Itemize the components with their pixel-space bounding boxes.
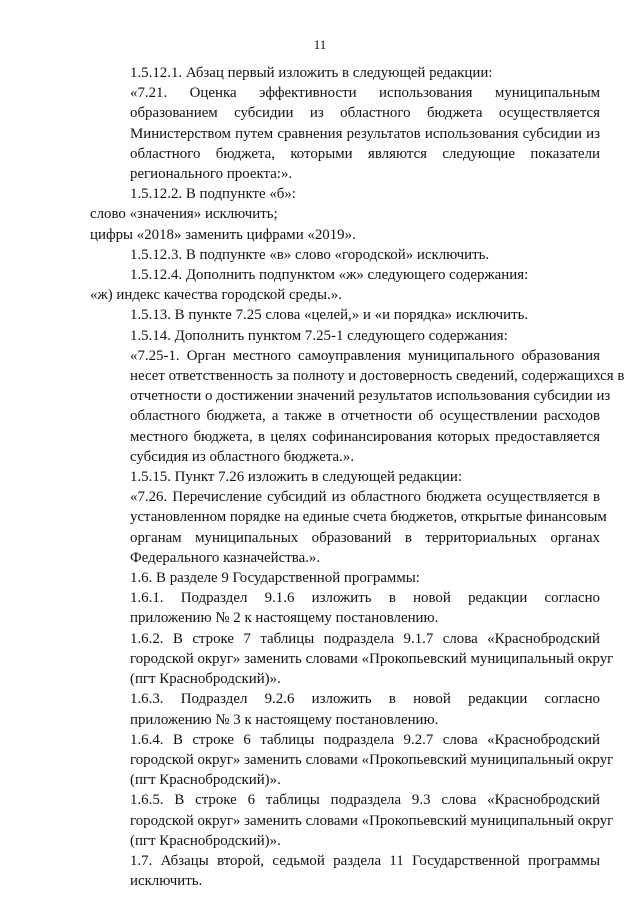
text-line: (пгт Краснобродский)».	[130, 671, 281, 688]
text-line: городской округ» заменить словами «Прокопьевский муниципальный округ	[130, 751, 614, 768]
text-line: «7.25-1. Орган местного самоуправления муниципального образования	[130, 347, 600, 364]
text-line: городской округ» заменить словами «Прокопьевский муниципальный округ	[130, 650, 614, 667]
text-line: приложению № 2 к настоящему постановлению.	[130, 610, 439, 627]
text-line: «7.21. Оценка эффективности использования муниципальным	[130, 85, 600, 102]
text-line: 1.6.2. В строке 7 таблицы подраздела 9.1.7 слова «Краснобродский	[130, 630, 600, 647]
paragraph-p-1-6-1	[90, 588, 600, 628]
paragraph-p-1-5-12-2: 1.5.12.2. В подпункте «б»:	[130, 186, 296, 203]
text-line: городской округ» заменить словами «Прокопьевский муниципальный округ	[130, 812, 614, 829]
paragraph-p-1-6-2	[90, 629, 614, 690]
document-body	[90, 63, 625, 891]
text-line: регионального проекта:».	[130, 166, 293, 183]
text-line: 1.7. Абзацы второй, седьмой раздела 11 Государственной программы	[130, 852, 600, 869]
text-line: органам муниципальных образований в территориальных органах	[130, 529, 600, 546]
text-line: исключить.	[130, 873, 203, 890]
paragraph-p-1-6: 1.6. В разделе 9 Государственной программы:	[130, 570, 420, 587]
paragraph-p-zh: «ж) индекс качества городской среды.».	[90, 287, 342, 304]
text-line: (пгт Краснобродский)».	[130, 772, 281, 789]
paragraph-p-7-25-1	[90, 346, 625, 467]
text-line: 1.6.1. Подраздел 9.1.6 изложить в новой редакции согласно	[130, 590, 600, 607]
paragraph-p-znacheniya: слово «значения» исключить;	[90, 206, 278, 223]
paragraph-p-1-5-12-3: 1.5.12.3. В подпункте «в» слово «городской» исключить.	[130, 246, 490, 263]
paragraph-p-1-6-4	[90, 730, 614, 791]
page-number: 11	[313, 37, 327, 52]
text-line: приложению № 3 к настоящему постановлению.	[130, 711, 439, 728]
paragraph-p-1-7	[90, 851, 600, 891]
text-line: отчетности о достижении значений результатов использования субсидии из	[130, 388, 611, 405]
paragraph-p-1-6-5	[90, 790, 614, 851]
text-line: местного бюджета, в целях софинансирования которых предоставляется	[130, 428, 600, 445]
text-line: областного бюджета, а также в отчетности об осуществлении расходов	[130, 408, 600, 425]
paragraph-p-1-5-13: 1.5.13. В пункте 7.25 слова «целей,» и «и порядка» исключить.	[130, 307, 529, 324]
text-line: образованием субсидии из областного бюджета осуществляется	[130, 105, 600, 122]
text-line: несет ответственность за полноту и достоверность сведений, содержащихся в	[130, 368, 625, 385]
text-line: (пгт Краснобродский)».	[130, 832, 281, 849]
text-line: 1.6.3. Подраздел 9.2.6 изложить в новой редакции согласно	[130, 691, 600, 708]
paragraph-p-1-6-3	[90, 689, 600, 729]
paragraph-p-1-5-15: 1.5.15. Пункт 7.26 изложить в следующей редакции:	[130, 469, 462, 486]
paragraph-p-7-26	[90, 487, 607, 568]
text-line: установленном порядке на единые счета бюджетов, открытые финансовым	[130, 509, 607, 526]
paragraph-p-1-5-12-1: 1.5.12.1. Абзац первый изложить в следующей редакции:	[130, 65, 493, 81]
text-line: областного бюджета, которыми являются следующие показатели	[130, 145, 600, 162]
text-line: Министерством путем сравнения результатов использования субсидии из	[130, 125, 600, 142]
paragraph-p-1-5-12-4: 1.5.12.4. Дополнить подпунктом «ж» следующего содержания:	[130, 267, 529, 284]
paragraph-p-2018: цифры «2018» заменить цифрами «2019».	[90, 226, 356, 243]
paragraph-p-1-5-14: 1.5.14. Дополнить пунктом 7.25-1 следующего содержания:	[130, 327, 508, 344]
text-line: 1.6.5. В строке 6 таблицы подраздела 9.3 слова «Краснобродский	[130, 792, 600, 809]
text-line: Федерального казначейства.».	[130, 549, 321, 566]
text-line: субсидия из областного бюджета.».	[130, 448, 355, 465]
paragraph-p-7-21	[90, 83, 600, 184]
text-line: «7.26. Перечисление субсидий из областного бюджета осуществляется в	[130, 489, 600, 506]
text-line: 1.6.4. В строке 6 таблицы подраздела 9.2.7 слова «Краснобродский	[130, 731, 600, 748]
